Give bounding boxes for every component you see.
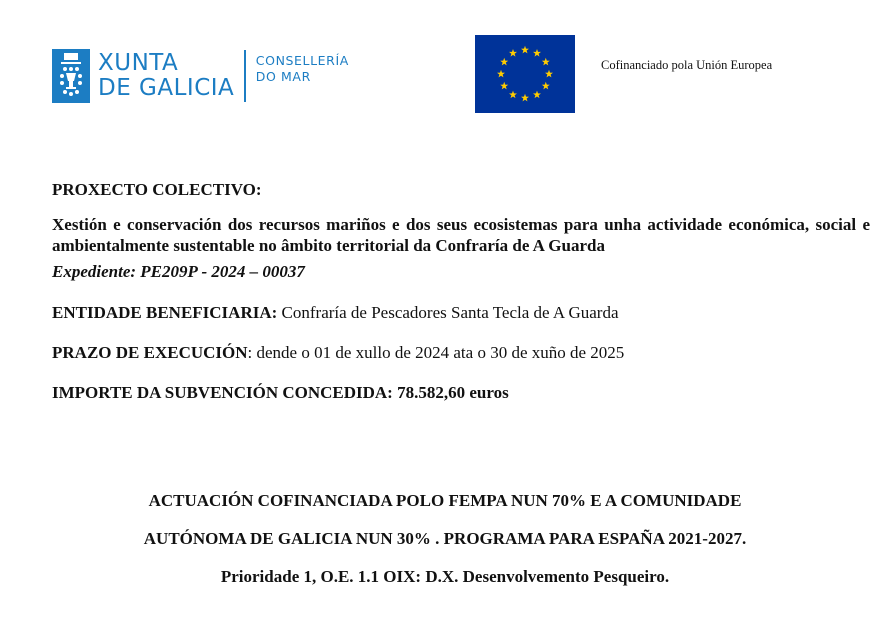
beneficiary-label: ENTIDADE BENEFICIARIA: xyxy=(52,303,278,322)
xunta-wordmark xyxy=(98,51,234,101)
eu-star-icon xyxy=(497,70,505,78)
xunta-logo xyxy=(52,48,349,104)
eu-star-icon xyxy=(509,49,517,57)
execution-value: : dende o 01 de xullo de 2024 ata o 30 de xuño de 2025 xyxy=(247,343,625,362)
expediente-number: Expediente: PE209P - 2024 – 00037 xyxy=(52,262,305,281)
galicia-shield-icon xyxy=(52,49,90,103)
eu-star-icon xyxy=(545,70,553,78)
cofinancing-line1: ACTUACIÓN COFINANCIADA POLO FEMPA NUN 70% E A COMUNIDADE xyxy=(148,491,742,510)
eu-star-icon xyxy=(542,58,550,66)
eu-star-icon xyxy=(542,82,550,90)
beneficiary-row xyxy=(52,303,870,323)
eu-star-icon xyxy=(500,58,508,66)
beneficiary-value: Confraría de Pescadores Santa Tecla de A Guarda xyxy=(277,303,619,322)
eu-star-icon xyxy=(509,91,517,99)
grant-amount: IMPORTE DA SUBVENCIÓN CONCEDIDA: 78.582,60 euros xyxy=(52,383,509,402)
cofinancing-line2: AUTÓNOMA DE GALICIA NUN 30% . PROGRAMA PARA ESPAÑA 2021-2027. xyxy=(143,529,747,548)
execution-label: PRAZO DE EXECUCIÓN xyxy=(52,343,248,362)
eu-star-icon xyxy=(500,82,508,90)
eu-cofinancing-text: Cofinanciado pola Unión Europea xyxy=(601,58,773,72)
conselleria-line1: CONSELLERÍA xyxy=(255,53,349,68)
eu-star-icon xyxy=(533,91,541,99)
xunta-line2: DE GALICIA xyxy=(98,75,235,101)
conselleria-label xyxy=(256,53,349,85)
eu-star-icon xyxy=(521,46,529,54)
priority-line: Prioridade 1, O.E. 1.1 OIX: D.X. Desenvolvemento Pesqueiro. xyxy=(220,567,670,586)
project-heading: PROXECTO COLECTIVO: xyxy=(52,180,262,199)
eu-star-icon xyxy=(533,49,541,57)
eu-flag-icon xyxy=(475,35,575,113)
logo-divider xyxy=(244,50,246,102)
execution-row xyxy=(52,343,870,363)
project-details xyxy=(52,180,870,403)
conselleria-line2: DO MAR xyxy=(255,69,311,84)
project-description: Xestión e conservación dos recursos mariños e dos seus ecosistemas para unha actividade económica, social e ambientalmente sustentable no âmbito territorial da Confraría de A Guarda xyxy=(52,215,870,255)
eu-star-icon xyxy=(521,94,529,102)
xunta-line1: XUNTA xyxy=(98,50,179,76)
